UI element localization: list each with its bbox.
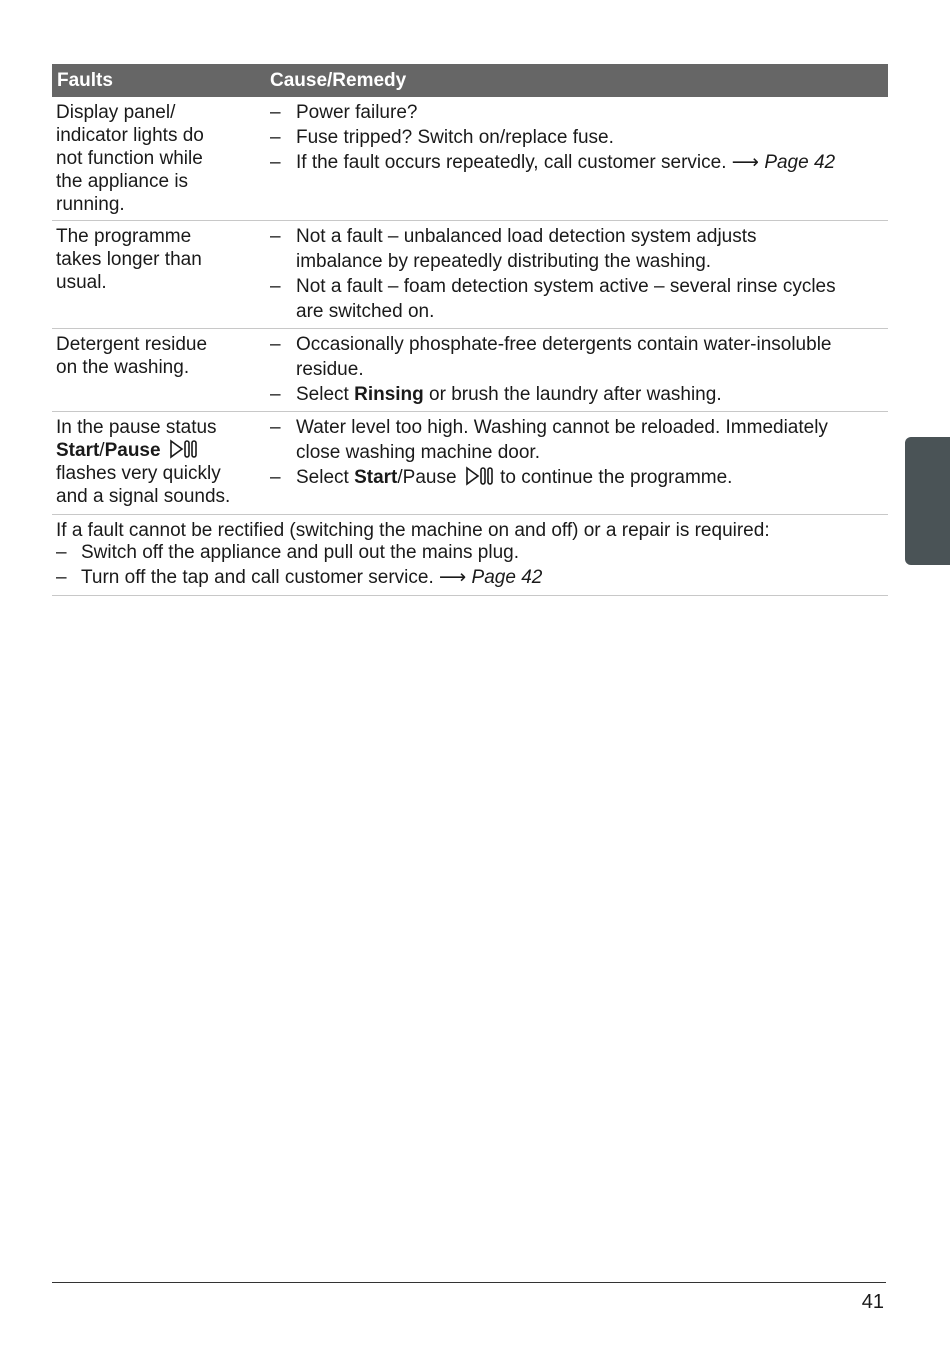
remedy-text: close washing machine door. <box>296 442 540 463</box>
dash: – <box>270 152 281 173</box>
remedy-item <box>270 100 890 125</box>
fault-line: The programme <box>56 226 192 247</box>
chapter-tab <box>905 437 950 565</box>
remedy-item <box>270 125 890 150</box>
dash: – <box>56 567 67 588</box>
table-row <box>52 97 888 221</box>
remedy-text: Power failure? <box>296 102 418 123</box>
remedy-cell <box>270 332 890 407</box>
table-row <box>52 329 888 412</box>
remedy-text: Not a fault – foam detection system active – several rinse cycles <box>296 276 836 297</box>
remedy-text: or brush the laundry after washing. <box>423 384 722 405</box>
start-label: Start <box>56 440 100 461</box>
general-remedy <box>52 515 888 596</box>
remedy-item <box>270 150 890 175</box>
remedy-text: If the fault occurs repeatedly, call customer service. <box>296 152 727 173</box>
remedy-item <box>270 382 890 407</box>
remedy-text: Water level too high. Washing cannot be reloaded. Immediately <box>296 417 828 438</box>
table-row <box>52 412 888 515</box>
fault-line: flashes very quickly <box>56 463 221 484</box>
dash: – <box>270 384 281 405</box>
pause-text: /Pause <box>397 467 457 488</box>
general-remedy-intro: If a fault cannot be rectified (switching the machine on and off) or a repair is required: <box>56 520 770 541</box>
fault-line: running. <box>56 194 125 215</box>
fault-line: takes longer than <box>56 249 202 270</box>
start-label: Start <box>354 467 398 488</box>
fault-line: the appliance is <box>56 171 189 192</box>
header-cause-remedy: Cause/Remedy <box>270 70 407 91</box>
fault-cell <box>56 101 256 216</box>
fault-line: Display panel/ <box>56 102 176 123</box>
pause-label: Pause <box>104 440 161 461</box>
remedy-text: are switched on. <box>296 301 435 322</box>
table-header <box>52 64 888 97</box>
remedy-cell <box>270 415 890 490</box>
fault-line: indicator lights do <box>56 125 204 146</box>
fault-cell <box>56 225 256 294</box>
fault-line <box>56 439 256 462</box>
remedy-item <box>270 465 890 490</box>
header-faults: Faults <box>57 70 113 91</box>
page-reference-link[interactable]: Page 42 <box>764 152 836 173</box>
dash: – <box>270 226 281 247</box>
arrow-icon: ⟶ <box>439 567 467 588</box>
fault-line: In the pause status <box>56 417 217 438</box>
remedy-text: Occasionally phosphate-free detergents contain water-insoluble <box>296 334 832 355</box>
remedy-text: Fuse tripped? Switch on/replace fuse. <box>296 127 614 148</box>
dash: – <box>270 334 281 355</box>
page-reference-link[interactable]: Page 42 <box>471 567 543 588</box>
fault-line: and a signal sounds. <box>56 486 231 507</box>
fault-line: usual. <box>56 272 107 293</box>
fault-line: not function while <box>56 148 203 169</box>
fault-line: Detergent residue <box>56 334 208 355</box>
dash: – <box>270 102 281 123</box>
fault-line: on the washing. <box>56 357 190 378</box>
remedy-item <box>270 332 890 382</box>
slash: / <box>99 440 105 461</box>
dash: – <box>270 417 281 438</box>
remedy-cell <box>270 100 890 175</box>
remedy-item <box>270 224 890 274</box>
remedy-text: to continue the programme. <box>494 467 733 488</box>
remedy-text: imbalance by repeatedly distributing the washing. <box>296 251 712 272</box>
dash: – <box>56 542 67 563</box>
page-number: 41 <box>861 1291 884 1313</box>
remedy-item <box>270 274 890 324</box>
remedy-text: Turn off the tap and call customer service. <box>81 567 434 588</box>
dash: – <box>270 467 281 488</box>
remedy-text: Select <box>296 384 355 405</box>
remedy-text: Not a fault – unbalanced load detection system adjusts <box>296 226 757 247</box>
fault-cell <box>56 416 256 508</box>
remedy-cell <box>270 224 890 324</box>
remedy-text: Switch off the appliance and pull out the mains plug. <box>81 542 519 563</box>
remedy-text-wrap <box>81 565 542 590</box>
start-pause-icon <box>465 466 495 486</box>
remedy-text: residue. <box>296 359 364 380</box>
dash: – <box>270 127 281 148</box>
dash: – <box>270 276 281 297</box>
remedy-item <box>270 415 890 465</box>
start-pause-icon <box>169 439 199 459</box>
bottom-rule <box>52 1282 886 1283</box>
remedy-text: Select <box>296 467 355 488</box>
table-row <box>52 221 888 329</box>
fault-cell <box>56 333 256 379</box>
rinsing-label: Rinsing <box>354 384 424 405</box>
faults-table <box>52 64 888 596</box>
arrow-icon: ⟶ <box>731 152 760 173</box>
